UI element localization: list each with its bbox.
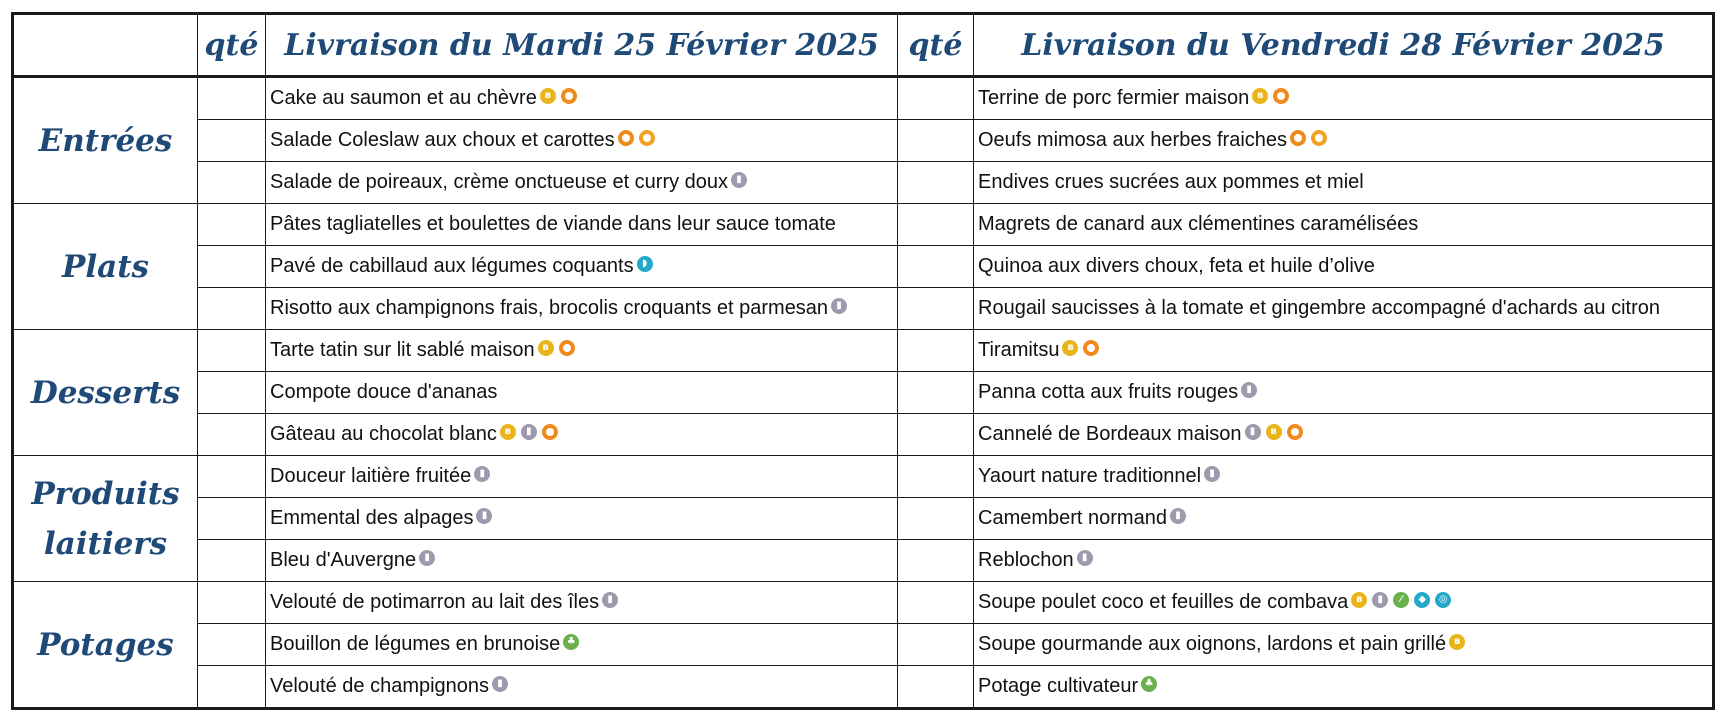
allergen-icons	[1204, 466, 1220, 482]
category-label: Plats	[13, 204, 198, 330]
dish-name: Pâtes tagliatelles et boulettes de viande dans leur sauce tomate	[270, 213, 836, 235]
allergen-icons	[831, 298, 847, 314]
dish-name: Salade Coleslaw aux choux et carottes	[270, 129, 615, 151]
table-row	[13, 498, 1714, 540]
mustard-icon	[1311, 130, 1327, 146]
table-row	[13, 77, 1714, 120]
dish-name: Endives crues sucrées aux pommes et miel	[978, 171, 1364, 193]
celery-icon: ⁄	[1393, 592, 1409, 608]
dish-cell-day1	[266, 582, 898, 624]
dish-cell-day1	[266, 120, 898, 162]
milk-icon: ▮	[602, 592, 618, 608]
qty-cell-day1[interactable]	[198, 204, 266, 246]
dish-cell-day1	[266, 624, 898, 666]
dish-cell-day2	[974, 246, 1714, 288]
dish-cell-day1	[266, 498, 898, 540]
category-label: Potages	[13, 582, 198, 709]
allergen-icons	[1290, 130, 1327, 146]
vegetarian-icon: ♣	[563, 634, 579, 650]
category-label: Desserts	[13, 330, 198, 456]
category-group	[13, 204, 1714, 330]
gluten-icon: ʙ	[1252, 88, 1268, 104]
milk-icon: ▮	[731, 172, 747, 188]
table-row	[13, 162, 1714, 204]
qty-cell-day1[interactable]	[198, 246, 266, 288]
table-row	[13, 624, 1714, 666]
dish-name: Salade de poireaux, crème onctueuse et curry doux	[270, 171, 729, 193]
dish-name: Camembert normand	[978, 507, 1167, 529]
corner-cell	[13, 14, 198, 77]
dish-cell-day1	[266, 414, 898, 456]
dish-name: Terrine de porc fermier maison	[978, 87, 1250, 109]
qty-cell-day2[interactable]	[898, 204, 974, 246]
mollusc-icon: ◎	[1435, 592, 1451, 608]
egg-icon	[1083, 340, 1099, 356]
dish-name: Yaourt nature traditionnel	[978, 465, 1202, 487]
qty-header-day1: qté	[198, 14, 266, 77]
table-row	[13, 582, 1714, 624]
gluten-icon: ʙ	[540, 88, 556, 104]
dish-cell-day1	[266, 246, 898, 288]
allergen-icons	[476, 508, 492, 524]
allergen-icons	[492, 676, 508, 692]
table-row	[13, 540, 1714, 582]
table-row	[13, 414, 1714, 456]
egg-icon	[559, 340, 575, 356]
qty-cell-day1[interactable]	[198, 582, 266, 624]
category-group	[13, 77, 1714, 204]
dish-cell-day2	[974, 120, 1714, 162]
milk-icon: ▮	[492, 676, 508, 692]
qty-cell-day1[interactable]	[198, 288, 266, 330]
dish-name: Bouillon de légumes en brunoise	[270, 633, 561, 655]
dish-name: Tiramitsu	[978, 339, 1060, 361]
qty-cell-day1[interactable]	[198, 456, 266, 498]
egg-icon	[1287, 424, 1303, 440]
milk-icon: ▮	[476, 508, 492, 524]
egg-icon	[542, 424, 558, 440]
dish-cell-day1	[266, 162, 898, 204]
dish-name: Panna cotta aux fruits rouges	[978, 381, 1239, 403]
qty-cell-day1[interactable]	[198, 498, 266, 540]
dish-cell-day2	[974, 624, 1714, 666]
allergen-icons	[419, 550, 435, 566]
allergen-icons	[637, 256, 653, 272]
qty-cell-day2[interactable]	[898, 77, 974, 120]
allergen-icons	[1241, 382, 1257, 398]
egg-icon	[1290, 130, 1306, 146]
qty-cell-day2[interactable]	[898, 456, 974, 498]
table-row	[13, 372, 1714, 414]
qty-cell-day1[interactable]	[198, 120, 266, 162]
milk-icon: ▮	[521, 424, 537, 440]
dish-cell-day1	[266, 540, 898, 582]
allergen-icons	[1062, 340, 1099, 356]
crustacean-icon: ◆	[1414, 592, 1430, 608]
qty-cell-day2[interactable]	[898, 624, 974, 666]
dish-name: Gâteau au chocolat blanc	[270, 423, 497, 445]
dish-name: Cake au saumon et au chèvre	[270, 87, 537, 109]
day2-title: Livraison du Vendredi 28 Février 2025	[974, 14, 1714, 77]
dish-name: Rougail saucisses à la tomate et gingembre accompagné d'achards au citron	[978, 297, 1660, 319]
category-group	[13, 582, 1714, 709]
milk-icon: ▮	[1170, 508, 1186, 524]
allergen-icons	[602, 592, 618, 608]
milk-icon: ▮	[1245, 424, 1261, 440]
category-group	[13, 330, 1714, 456]
gluten-icon: ʙ	[1449, 634, 1465, 650]
menu-table	[11, 12, 1715, 710]
qty-header-day2: qté	[898, 14, 974, 77]
dish-cell-day2	[974, 288, 1714, 330]
allergen-icons	[1077, 550, 1093, 566]
gluten-icon: ʙ	[1351, 592, 1367, 608]
milk-icon: ▮	[1204, 466, 1220, 482]
allergen-icons	[563, 634, 579, 650]
allergen-icons	[538, 340, 575, 356]
dish-cell-day1	[266, 372, 898, 414]
dish-name: Bleu d'Auvergne	[270, 549, 417, 571]
dish-name: Potage cultivateur	[978, 675, 1139, 697]
dish-name: Oeufs mimosa aux herbes fraiches	[978, 129, 1288, 151]
qty-cell-day2[interactable]	[898, 288, 974, 330]
allergen-icons	[474, 466, 490, 482]
table-row	[13, 456, 1714, 498]
qty-cell-day2[interactable]	[898, 540, 974, 582]
dish-cell-day1	[266, 77, 898, 120]
dish-cell-day2	[974, 204, 1714, 246]
gluten-icon: ʙ	[500, 424, 516, 440]
dish-name: Douceur laitière fruitée	[270, 465, 472, 487]
dish-cell-day2	[974, 330, 1714, 372]
category-label: Entrées	[13, 77, 198, 204]
milk-icon: ▮	[1372, 592, 1388, 608]
milk-icon: ▮	[1077, 550, 1093, 566]
qty-cell-day1[interactable]	[198, 624, 266, 666]
qty-cell-day2[interactable]	[898, 666, 974, 709]
qty-cell-day2[interactable]	[898, 162, 974, 204]
dish-name: Emmental des alpages	[270, 507, 474, 529]
milk-icon: ▮	[419, 550, 435, 566]
qty-cell-day2[interactable]	[898, 246, 974, 288]
dish-name: Tarte tatin sur lit sablé maison	[270, 339, 535, 361]
dish-name: Cannelé de Bordeaux maison	[978, 423, 1242, 445]
table-row	[13, 288, 1714, 330]
qty-cell-day1[interactable]	[198, 77, 266, 120]
dish-cell-day2	[974, 414, 1714, 456]
qty-cell-day1[interactable]	[198, 162, 266, 204]
dish-name: Soupe poulet coco et feuilles de combava	[978, 591, 1349, 613]
dish-name: Quinoa aux divers choux, feta et huile d’olive	[978, 255, 1375, 277]
dish-cell-day1	[266, 456, 898, 498]
allergen-icons	[540, 88, 577, 104]
milk-icon: ▮	[831, 298, 847, 314]
allergen-icons	[618, 130, 655, 146]
dish-cell-day2	[974, 498, 1714, 540]
allergen-icons	[1351, 592, 1451, 608]
allergen-icons	[1245, 424, 1303, 440]
qty-cell-day1[interactable]	[198, 414, 266, 456]
dish-cell-day1	[266, 330, 898, 372]
dish-name: Velouté de champignons	[270, 675, 490, 697]
category-label: Produits laitiers	[13, 456, 198, 582]
dish-cell-day1	[266, 288, 898, 330]
allergen-icons	[731, 172, 747, 188]
table-row	[13, 246, 1714, 288]
milk-icon: ▮	[474, 466, 490, 482]
fish-icon: ◗	[637, 256, 653, 272]
dish-cell-day1	[266, 666, 898, 709]
category-group	[13, 456, 1714, 582]
allergen-icons	[1170, 508, 1186, 524]
egg-icon	[618, 130, 634, 146]
mustard-icon	[639, 130, 655, 146]
dish-cell-day1	[266, 204, 898, 246]
qty-cell-day2[interactable]	[898, 330, 974, 372]
egg-icon	[1273, 88, 1289, 104]
gluten-icon: ʙ	[1062, 340, 1078, 356]
qty-cell-day1[interactable]	[198, 372, 266, 414]
qty-cell-day2[interactable]	[898, 120, 974, 162]
dish-name: Pavé de cabillaud aux légumes coquants	[270, 255, 634, 277]
egg-icon	[561, 88, 577, 104]
dish-cell-day2	[974, 77, 1714, 120]
allergen-icons	[500, 424, 558, 440]
day1-title: Livraison du Mardi 25 Février 2025	[266, 14, 898, 77]
qty-cell-day2[interactable]	[898, 498, 974, 540]
qty-cell-day2[interactable]	[898, 414, 974, 456]
gluten-icon: ʙ	[538, 340, 554, 356]
dish-name: Compote douce d'ananas	[270, 381, 498, 403]
qty-cell-day2[interactable]	[898, 372, 974, 414]
table-row	[13, 330, 1714, 372]
table-row	[13, 120, 1714, 162]
vegetarian-icon: ♣	[1141, 676, 1157, 692]
dish-cell-day2	[974, 582, 1714, 624]
allergen-icons	[1141, 676, 1157, 692]
dish-cell-day2	[974, 540, 1714, 582]
table-row	[13, 204, 1714, 246]
allergen-icons	[1252, 88, 1289, 104]
dish-cell-day2	[974, 162, 1714, 204]
qty-cell-day1[interactable]	[198, 540, 266, 582]
dish-name: Velouté de potimarron au lait des îles	[270, 591, 600, 613]
dish-cell-day2	[974, 666, 1714, 709]
qty-cell-day2[interactable]	[898, 582, 974, 624]
dish-name: Soupe gourmande aux oignons, lardons et pain grillé	[978, 633, 1447, 655]
qty-cell-day1[interactable]	[198, 330, 266, 372]
dish-name: Risotto aux champignons frais, brocolis croquants et parmesan	[270, 297, 829, 319]
allergen-icons	[1449, 634, 1465, 650]
dish-cell-day2	[974, 372, 1714, 414]
dish-name: Magrets de canard aux clémentines caramélisées	[978, 213, 1419, 235]
table-row	[13, 666, 1714, 709]
header-row	[13, 14, 1714, 77]
gluten-icon: ʙ	[1266, 424, 1282, 440]
milk-icon: ▮	[1241, 382, 1257, 398]
dish-cell-day2	[974, 456, 1714, 498]
qty-cell-day1[interactable]	[198, 666, 266, 709]
dish-name: Reblochon	[978, 549, 1074, 571]
